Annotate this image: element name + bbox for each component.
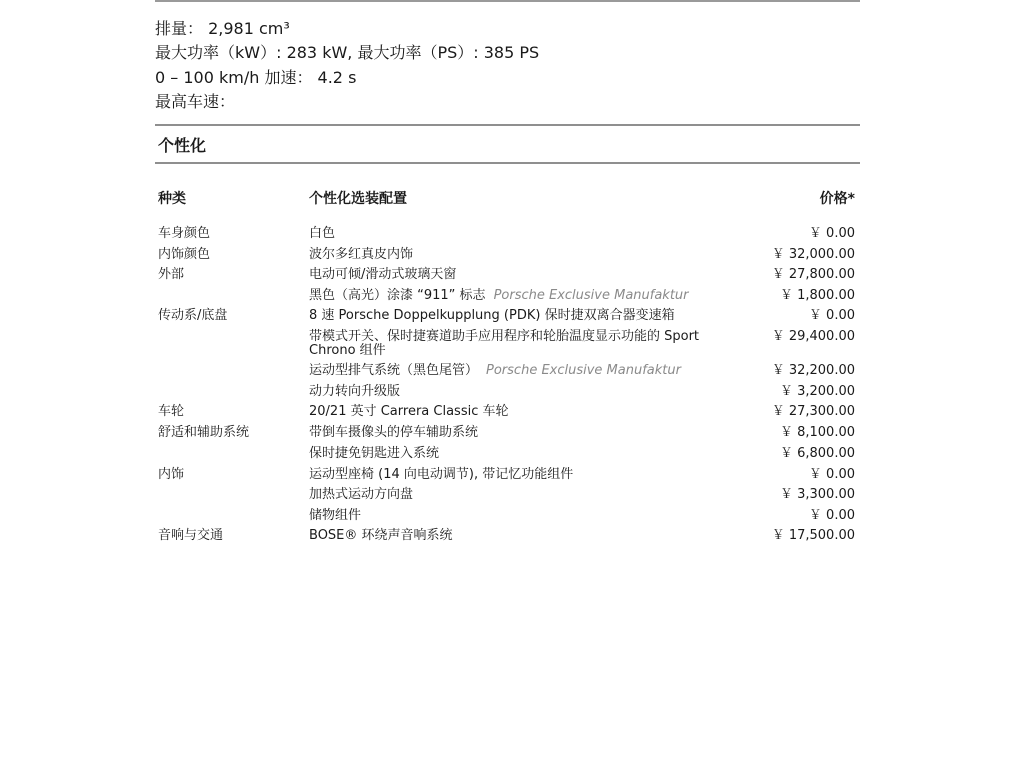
row-option-text: 储物组件 <box>309 508 362 523</box>
row-price: ￥ 3,200.00 <box>779 384 855 399</box>
row-price: ￥ 6,800.00 <box>779 446 855 461</box>
row-price: ￥ 32,200.00 <box>771 363 855 378</box>
row-option <box>309 289 729 303</box>
row-option-text: BOSE® 环绕声音响系统 <box>309 528 453 543</box>
row-price: ￥ 3,300.00 <box>779 487 855 502</box>
row-option <box>309 529 729 543</box>
row-price: ￥ 27,800.00 <box>771 267 855 282</box>
row-option <box>309 426 729 440</box>
row-category: 内饰颜色 <box>158 247 211 262</box>
row-price: ￥ 0.00 <box>808 508 855 523</box>
section-divider-top <box>155 124 860 126</box>
row-option-text: 黑色（高光）涂漆 “911” 标志 <box>309 288 486 303</box>
section-title: 个性化 <box>158 136 207 155</box>
row-category: 音响与交通 <box>158 528 224 543</box>
row-option-text: 带模式开关、保时捷赛道助手应用程序和轮胎温度显示功能的 Sport Chrono 组件 <box>309 329 700 358</box>
row-option-brand: Porsche Exclusive Manufaktur <box>493 288 689 303</box>
row-option-text: 运动型排气系统（黑色尾管） <box>309 363 479 378</box>
header-option: 个性化选装配置 <box>309 191 407 207</box>
row-option <box>309 405 729 419</box>
top-divider <box>155 0 860 2</box>
row-option-brand: Porsche Exclusive Manufaktur <box>486 363 681 378</box>
spec-acceleration: 0 – 100 km/h 加速： 4.2 s <box>155 68 357 87</box>
row-price: ￥ 8,100.00 <box>779 425 855 440</box>
header-category: 种类 <box>158 191 186 207</box>
row-option-text: 白色 <box>309 226 336 241</box>
row-price: ￥ 0.00 <box>808 308 855 323</box>
row-option <box>309 468 729 482</box>
row-option <box>309 385 729 399</box>
row-option-text: 加热式运动方向盘 <box>309 487 414 502</box>
row-category: 车身颜色 <box>158 226 211 241</box>
row-category: 传动系/底盘 <box>158 308 228 323</box>
row-option <box>309 268 729 282</box>
row-option-text: 20/21 英寸 Carrera Classic 车轮 <box>309 404 509 419</box>
row-option-text: 动力转向升级版 <box>309 384 401 399</box>
row-option <box>309 447 729 461</box>
spec-power: 最大功率（kW）: 283 kW, 最大功率（PS）: 385 PS <box>155 43 540 62</box>
row-category: 内饰 <box>158 467 185 482</box>
row-price: ￥ 0.00 <box>808 467 855 482</box>
row-price: ￥ 27,300.00 <box>771 404 855 419</box>
row-category: 外部 <box>158 267 185 282</box>
row-option-text: 带倒车摄像头的停车辅助系统 <box>309 425 479 440</box>
row-price: ￥ 29,400.00 <box>771 329 855 344</box>
row-category: 车轮 <box>158 404 185 419</box>
spec-displacement: 排量： 2,981 cm³ <box>155 19 290 38</box>
row-option <box>309 330 729 358</box>
row-option <box>309 509 729 523</box>
row-option <box>309 248 729 262</box>
row-price: ￥ 1,800.00 <box>779 288 855 303</box>
row-price: ￥ 17,500.00 <box>771 528 855 543</box>
spec-top-speed: 最高车速： <box>155 92 236 111</box>
row-price: ￥ 32,000.00 <box>771 247 855 262</box>
row-option <box>309 488 729 502</box>
row-option-text: 电动可倾/滑动式玻璃天窗 <box>309 267 457 282</box>
row-option-text: 运动型座椅 (14 向电动调节), 带记忆功能组件 <box>309 467 574 482</box>
section-divider-bottom <box>155 162 860 164</box>
row-option-text: 8 速 Porsche Doppelkupplung (PDK) 保时捷双离合器变速箱 <box>309 308 675 323</box>
row-price: ￥ 0.00 <box>808 226 855 241</box>
row-option-text: 保时捷免钥匙进入系统 <box>309 446 440 461</box>
row-option <box>309 309 729 323</box>
row-category: 舒适和辅助系统 <box>158 425 250 440</box>
row-option <box>309 364 729 378</box>
header-price: 价格* <box>819 191 855 207</box>
row-option <box>309 227 729 241</box>
row-option-text: 波尔多红真皮内饰 <box>309 247 414 262</box>
